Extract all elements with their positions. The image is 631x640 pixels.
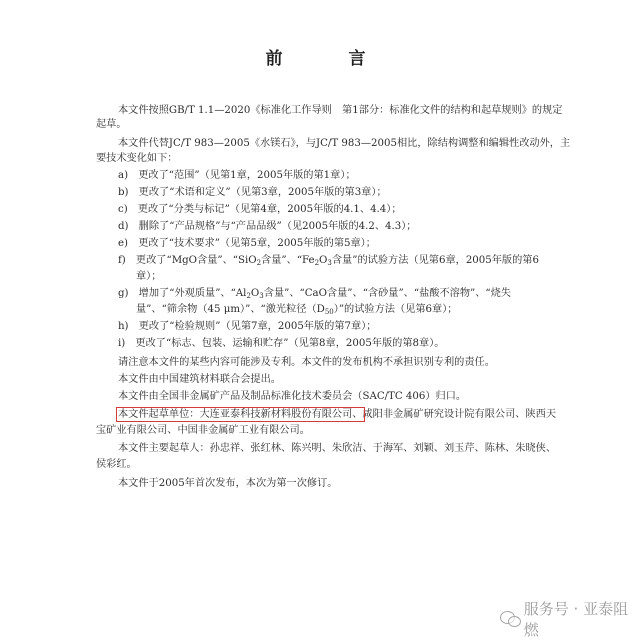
intro-line-4: 要技术变化如下： (96, 153, 178, 164)
change-g-text: g) 增加了“外观质量”、“Al (118, 288, 247, 299)
change-item-g-line-2 (136, 303, 458, 316)
history-line: 本文件于2005年首次发布，本次为第一次修订。 (118, 478, 338, 489)
wechat-icon (500, 610, 520, 628)
drafting-units-rest: 咸阳非金属矿研究设计院有限公司、陕西天 (362, 409, 557, 420)
change-g-text: O (250, 288, 260, 299)
change-g-text: ）”的试验方法（见第6章）； (333, 304, 458, 315)
patent-notice: 请注意本文件的某些内容可能涉及专利。本文件的发布机构不承担识别专利的责任。 (118, 357, 495, 368)
change-item-h: h) 更改了“检验规则”（见第7章，2005年版的第7章）； (118, 321, 377, 332)
change-item-d: d) 删除了“产品规格”与“产品品级”（见2005年版的4.2、4.3）； (118, 221, 417, 232)
change-f-text: 含量”的试验方法（见第6章，2005年版的第6 (331, 255, 539, 266)
watermark (500, 598, 631, 640)
change-f-sub: 3 (327, 259, 332, 267)
page-title: 前 言 (265, 49, 396, 69)
watermark-text: 服务号 · 亚泰阻燃 (523, 600, 629, 639)
change-item-a: a) 更改了“范围”（见第1章，2005年版的第1章）； (118, 170, 356, 181)
change-f-text: f) 更改了“MgO含量”、“SiO (118, 255, 257, 266)
authors-line-1: 本文件主要起草人：孙忠祥、张红林、陈兴明、朱欣洁、于海军、刘颖、刘玉芹、陈林、朱晓侠、 (118, 443, 557, 454)
change-item-b: b) 更改了“术语和定义”（见第3章，2005年版的第3章）； (118, 187, 387, 198)
drafting-units-line-2: 宝矿业有限公司、中国非金属矿工业有限公司。 (96, 425, 310, 436)
change-f-sub: 2 (256, 259, 262, 267)
change-item-e: e) 更改了“技术要求”（见第5章，2005年版的第5章）； (118, 238, 376, 249)
change-item-f-line-1 (118, 254, 539, 267)
change-f-text: 含量”、“Fe (261, 255, 315, 266)
intro-line-1: 本文件按照GB/T 1.1—2020《标准化工作导则 第1部分：标准化文件的结构和起草规则》的规定 (118, 105, 563, 116)
change-item-i: i) 更改了“标志、包装、运输和贮存”（见第8章，2005年版的第8章）。 (118, 338, 445, 349)
change-f-text: O (319, 255, 328, 266)
change-g-sub: 3 (259, 292, 264, 300)
proposer-line: 本文件由中国建筑材料联合会提出。 (118, 374, 281, 385)
intro-line-3: 本文件代替JC/T 983—2005《水镁石》，与JC/T 983—2005相比，除结构调整和编辑性改动外，主 (118, 138, 571, 149)
change-g-sub: 2 (246, 292, 251, 300)
drafting-units-line-1 (118, 408, 556, 421)
committee-line: 本文件由全国非金属矿产品及制品标准化技术委员会（SAC/TC 406）归口。 (118, 391, 467, 402)
change-g-text: 含量”、“CaO含量”、“含砂量”、“盐酸不溶物”、“烧失 (263, 288, 511, 299)
highlighted-drafting-unit: 本文件起草单位：大连亚泰科技新材料股份有限公司、 (118, 409, 363, 420)
change-g-text: 量”、“筛余物（45 μm）”、“激光粒径（D (136, 304, 325, 315)
change-item-f-line-2: 章）； (136, 271, 162, 282)
change-item-c: c) 更改了“分类与标记”（见第4章，2005年版的4.1、4.4）； (118, 204, 402, 215)
change-g-sub: 50 (324, 308, 334, 316)
change-f-sub: 2 (314, 259, 320, 267)
change-item-g-line-1 (118, 287, 511, 300)
authors-line-2: 侯彩红。 (96, 459, 137, 470)
intro-line-2: 起草。 (96, 119, 127, 130)
